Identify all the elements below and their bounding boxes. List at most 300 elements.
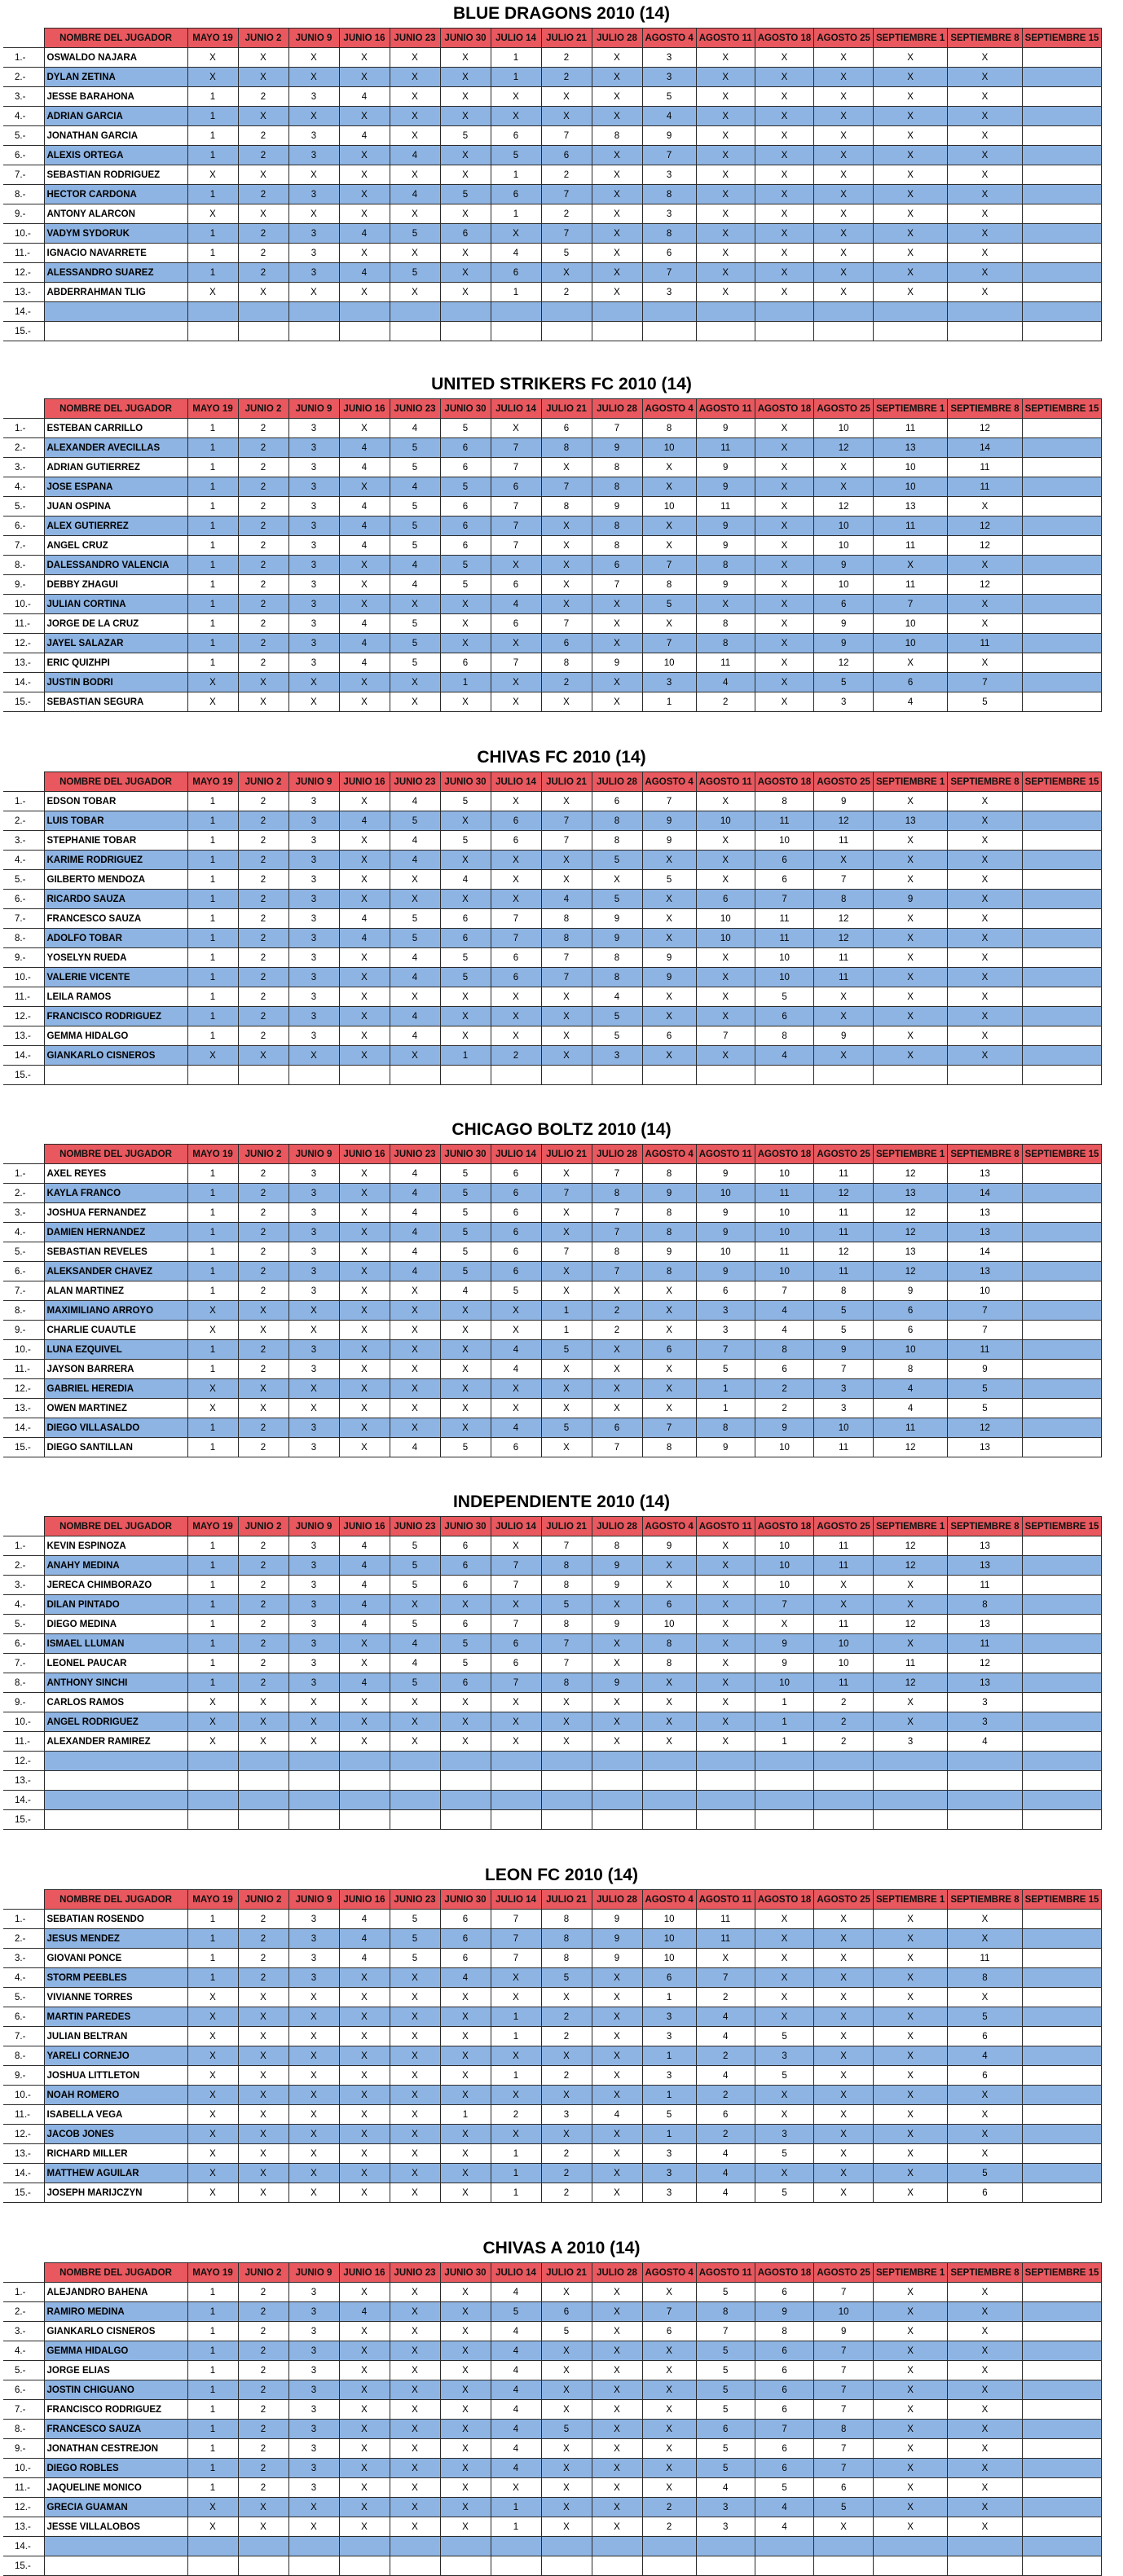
column-header-date: SEPTIEMBRE 1 (873, 2263, 947, 2283)
attendance-cell: 3 (288, 1654, 339, 1673)
attendance-cell: 7 (642, 263, 696, 283)
attendance-cell: X (814, 185, 874, 204)
row-number: 14.- (3, 673, 44, 692)
attendance-cell: 4 (873, 692, 947, 712)
attendance-cell: 3 (288, 1418, 339, 1438)
attendance-cell: 1 (491, 2183, 541, 2203)
attendance-cell: 5 (592, 851, 642, 870)
attendance-cell (948, 302, 1022, 322)
attendance-cell (440, 302, 491, 322)
attendance-cell: X (390, 870, 440, 890)
attendance-cell: 2 (238, 2400, 288, 2420)
attendance-cell: X (592, 87, 642, 107)
attendance-cell: X (541, 870, 592, 890)
attendance-cell: X (339, 48, 390, 68)
attendance-cell: 1 (491, 165, 541, 185)
attendance-cell: X (696, 244, 755, 263)
row-number: 12.- (3, 263, 44, 283)
attendance-cell: X (339, 575, 390, 595)
attendance-cell: X (642, 1379, 696, 1399)
player-name: LEILA RAMOS (44, 987, 187, 1007)
attendance-cell: 4 (390, 1164, 440, 1184)
attendance-cell (1022, 283, 1102, 302)
column-header-date: JUNIO 30 (440, 399, 491, 419)
attendance-cell (541, 1066, 592, 1085)
player-name: DYLAN ZETINA (44, 68, 187, 87)
attendance-cell: 2 (814, 1712, 874, 1732)
attendance-cell: 8 (948, 1595, 1022, 1615)
attendance-cell: 2 (238, 1929, 288, 1949)
attendance-cell: 5 (755, 987, 814, 1007)
table-row (3, 1281, 1102, 1301)
row-number: 3.- (3, 87, 44, 107)
attendance-cell: 5 (440, 1438, 491, 1457)
column-header-date: JULIO 28 (592, 399, 642, 419)
attendance-cell: X (339, 987, 390, 1007)
attendance-cell: 11 (755, 909, 814, 929)
attendance-cell: 6 (440, 1910, 491, 1929)
attendance-cell: 6 (491, 1223, 541, 1242)
attendance-cell: X (873, 1910, 947, 1929)
attendance-cell: X (339, 2517, 390, 2537)
attendance-cell: X (948, 811, 1022, 831)
player-name: JOSE ESPANA (44, 477, 187, 497)
player-name: ADOLFO TOBAR (44, 929, 187, 948)
attendance-cell: X (491, 2086, 541, 2105)
attendance-cell: 6 (642, 1595, 696, 1615)
attendance-cell: 4 (339, 517, 390, 536)
attendance-cell: X (873, 244, 947, 263)
table-row (3, 1360, 1102, 1379)
attendance-cell: X (642, 929, 696, 948)
attendance-cell: 1 (491, 2517, 541, 2537)
attendance-cell: X (288, 2046, 339, 2066)
attendance-cell: 4 (696, 2183, 755, 2203)
attendance-cell: 6 (873, 1301, 947, 1321)
attendance-cell: X (814, 1595, 874, 1615)
attendance-cell: X (755, 438, 814, 458)
column-header-date: JUNIO 9 (288, 1517, 339, 1536)
attendance-cell: 3 (288, 1438, 339, 1457)
attendance-cell: X (755, 419, 814, 438)
attendance-cell: X (642, 458, 696, 477)
attendance-cell (1022, 2361, 1102, 2380)
attendance-cell: X (814, 477, 874, 497)
table-row (3, 1321, 1102, 1340)
attendance-cell: 2 (238, 870, 288, 890)
attendance-cell (390, 2556, 440, 2576)
attendance-cell: 7 (541, 224, 592, 244)
attendance-cell: X (814, 1929, 874, 1949)
attendance-cell: 9 (696, 517, 755, 536)
attendance-cell: 1 (187, 1223, 238, 1242)
attendance-cell: X (592, 1360, 642, 1379)
attendance-cell: 5 (755, 2027, 814, 2046)
row-number: 11.- (3, 614, 44, 634)
attendance-cell (238, 302, 288, 322)
attendance-cell: 4 (696, 2478, 755, 2498)
attendance-cell (1022, 2086, 1102, 2105)
attendance-cell: X (288, 1046, 339, 1066)
attendance-cell: 9 (814, 1026, 874, 1046)
column-header-date: JUNIO 16 (339, 399, 390, 419)
attendance-cell: X (440, 2066, 491, 2086)
attendance-cell: X (696, 987, 755, 1007)
attendance-cell (339, 2556, 390, 2576)
player-name: ALEJANDRO BAHENA (44, 2283, 187, 2302)
attendance-cell: X (592, 146, 642, 165)
attendance-cell: 7 (755, 2420, 814, 2439)
attendance-cell (440, 1791, 491, 1810)
attendance-cell (1022, 1164, 1102, 1184)
attendance-cell: 6 (440, 224, 491, 244)
row-number: 5.- (3, 497, 44, 517)
attendance-cell: 3 (288, 987, 339, 1007)
attendance-cell: 3 (288, 1203, 339, 1223)
attendance-cell: X (948, 2498, 1022, 2517)
player-name: DIEGO ROBLES (44, 2459, 187, 2478)
attendance-cell: X (642, 1007, 696, 1026)
attendance-cell: X (339, 1340, 390, 1360)
attendance-cell: X (696, 204, 755, 224)
table-row (3, 1910, 1102, 1929)
attendance-cell: 3 (288, 1576, 339, 1595)
table-row (3, 322, 1102, 341)
attendance-cell: X (696, 87, 755, 107)
attendance-cell: 6 (696, 1281, 755, 1301)
attendance-cell: 8 (755, 2322, 814, 2341)
table-row (3, 2517, 1102, 2537)
attendance-cell: X (696, 851, 755, 870)
attendance-cell: X (642, 614, 696, 634)
row-number: 3.- (3, 831, 44, 851)
attendance-cell: 4 (390, 948, 440, 968)
attendance-cell (1022, 1929, 1102, 1949)
attendance-cell: X (390, 87, 440, 107)
attendance-cell: 2 (238, 1673, 288, 1693)
attendance-cell: X (541, 1007, 592, 1026)
attendance-cell (187, 1752, 238, 1771)
attendance-cell: 13 (948, 1262, 1022, 1281)
attendance-cell (1022, 1810, 1102, 1830)
attendance-cell: 1 (187, 851, 238, 870)
attendance-cell: X (238, 673, 288, 692)
attendance-cell: X (339, 1046, 390, 1066)
table-row (3, 968, 1102, 987)
attendance-cell: X (440, 2125, 491, 2144)
player-name: DAMIEN HERNANDEZ (44, 1223, 187, 1242)
attendance-cell: 1 (187, 968, 238, 987)
row-number: 13.- (3, 1771, 44, 1791)
attendance-cell: X (642, 909, 696, 929)
row-number: 4.- (3, 1968, 44, 1988)
attendance-cell: X (390, 68, 440, 87)
attendance-cell: 5 (541, 2322, 592, 2341)
attendance-cell: 5 (755, 2066, 814, 2086)
attendance-cell: X (696, 263, 755, 283)
attendance-cell: X (238, 2144, 288, 2164)
attendance-cell (1022, 517, 1102, 536)
attendance-cell: X (440, 1301, 491, 1321)
attendance-cell: 9 (755, 1654, 814, 1673)
attendance-cell: 10 (873, 1340, 947, 1360)
attendance-cell: X (288, 165, 339, 185)
column-header-date: JUNIO 2 (238, 2263, 288, 2283)
attendance-cell: 8 (541, 1949, 592, 1968)
attendance-cell: 5 (440, 556, 491, 575)
attendance-cell: X (948, 948, 1022, 968)
attendance-cell: 4 (339, 1595, 390, 1615)
attendance-cell: 8 (541, 497, 592, 517)
attendance-cell: 13 (948, 1673, 1022, 1693)
attendance-cell: X (696, 1556, 755, 1576)
attendance-cell: X (873, 1595, 947, 1615)
attendance-cell: 4 (948, 2046, 1022, 2066)
attendance-cell: X (696, 1576, 755, 1595)
row-number: 14.- (3, 2164, 44, 2183)
attendance-cell: X (948, 2400, 1022, 2420)
row-number: 12.- (3, 2498, 44, 2517)
player-name: JESUS MENDEZ (44, 1929, 187, 1949)
column-header-date: JULIO 14 (491, 29, 541, 48)
attendance-cell: 8 (541, 1576, 592, 1595)
attendance-cell: 11 (814, 831, 874, 851)
player-name: DIEGO MEDINA (44, 1615, 187, 1634)
column-header-date: JUNIO 23 (390, 1517, 440, 1536)
attendance-cell: X (339, 2007, 390, 2027)
attendance-cell (339, 1810, 390, 1830)
attendance-cell: X (491, 792, 541, 811)
attendance-cell: 1 (187, 614, 238, 634)
attendance-cell: X (642, 2439, 696, 2459)
attendance-cell: 9 (642, 1536, 696, 1556)
column-header-name: NOMBRE DEL JUGADOR (44, 772, 187, 792)
attendance-cell: X (541, 851, 592, 870)
attendance-cell (238, 1066, 288, 1085)
attendance-cell: X (873, 2046, 947, 2066)
attendance-cell (1022, 851, 1102, 870)
attendance-cell: X (339, 2439, 390, 2459)
player-name: JUAN OSPINA (44, 497, 187, 517)
attendance-cell: 6 (440, 1949, 491, 1968)
attendance-cell: 7 (491, 1949, 541, 1968)
column-header-date: JULIO 28 (592, 2263, 642, 2283)
attendance-cell: 11 (873, 1654, 947, 1673)
attendance-cell (1022, 909, 1102, 929)
attendance-cell: X (642, 2283, 696, 2302)
attendance-cell: 9 (814, 1340, 874, 1360)
player-name: ALAN MARTINEZ (44, 1281, 187, 1301)
attendance-cell: 2 (238, 1536, 288, 1556)
attendance-cell: 5 (440, 1184, 491, 1203)
attendance-cell: X (390, 2144, 440, 2164)
attendance-cell: 5 (696, 2459, 755, 2478)
attendance-cell: X (288, 1301, 339, 1321)
attendance-cell: 6 (491, 1242, 541, 1262)
attendance-cell: X (339, 2086, 390, 2105)
attendance-cell: X (696, 1673, 755, 1693)
attendance-cell (238, 322, 288, 341)
column-header-date: SEPTIEMBRE 8 (948, 1517, 1022, 1536)
attendance-cell: 2 (238, 419, 288, 438)
attendance-cell: X (187, 2498, 238, 2517)
attendance-cell (755, 302, 814, 322)
attendance-cell: X (873, 792, 947, 811)
attendance-cell: 12 (814, 811, 874, 831)
attendance-cell: X (491, 1712, 541, 1732)
column-header-date: AGOSTO 18 (755, 1517, 814, 1536)
attendance-cell: 8 (592, 948, 642, 968)
attendance-cell: X (288, 107, 339, 126)
attendance-cell (1022, 1360, 1102, 1379)
attendance-cell: X (541, 2439, 592, 2459)
attendance-cell: 2 (491, 1046, 541, 1066)
player-name: ALEXANDER AVECILLAS (44, 438, 187, 458)
attendance-cell (592, 322, 642, 341)
table-row (3, 634, 1102, 653)
attendance-cell: X (390, 244, 440, 263)
attendance-cell: X (948, 2086, 1022, 2105)
column-header-date: AGOSTO 25 (814, 772, 874, 792)
attendance-cell: 4 (491, 2439, 541, 2459)
attendance-cell: X (873, 2086, 947, 2105)
attendance-cell: 9 (814, 634, 874, 653)
attendance-cell: X (873, 263, 947, 283)
attendance-cell (696, 2537, 755, 2556)
attendance-cell: 5 (390, 1910, 440, 1929)
attendance-cell: X (339, 2498, 390, 2517)
attendance-cell: 5 (814, 673, 874, 692)
attendance-cell: X (873, 2027, 947, 2046)
attendance-cell: X (440, 2183, 491, 2203)
attendance-cell: 10 (642, 1615, 696, 1634)
attendance-cell: 6 (491, 1438, 541, 1457)
attendance-cell (755, 1066, 814, 1085)
attendance-cell: X (339, 1321, 390, 1340)
attendance-cell: X (339, 890, 390, 909)
attendance-cell: 3 (288, 831, 339, 851)
attendance-cell: 3 (288, 929, 339, 948)
attendance-cell: 4 (491, 2341, 541, 2361)
column-header-date: MAYO 19 (187, 772, 238, 792)
attendance-cell: 2 (541, 2066, 592, 2086)
attendance-cell: 13 (873, 1242, 947, 1262)
attendance-cell (948, 1810, 1022, 1830)
attendance-cell: 7 (491, 1910, 541, 1929)
attendance-cell: 3 (288, 1184, 339, 1203)
attendance-cell: X (873, 2183, 947, 2203)
attendance-cell: X (187, 2105, 238, 2125)
attendance-cell: X (948, 614, 1022, 634)
attendance-cell: X (238, 1301, 288, 1321)
column-header-date: JULIO 28 (592, 1145, 642, 1164)
attendance-cell: 8 (592, 517, 642, 536)
attendance-cell: 5 (948, 692, 1022, 712)
attendance-cell (814, 1791, 874, 1810)
attendance-cell: X (696, 595, 755, 614)
attendance-cell: 11 (755, 1184, 814, 1203)
attendance-cell: 3 (288, 2380, 339, 2400)
attendance-cell: X (696, 792, 755, 811)
attendance-cell: 9 (592, 1929, 642, 1949)
attendance-cell: 2 (238, 1418, 288, 1438)
column-header-date: SEPTIEMBRE 15 (1022, 772, 1102, 792)
attendance-cell (1022, 2046, 1102, 2066)
attendance-cell: X (288, 68, 339, 87)
attendance-cell: 5 (696, 2439, 755, 2459)
attendance-cell: 3 (755, 2046, 814, 2066)
attendance-cell: X (948, 185, 1022, 204)
player-name: STEPHANIE TOBAR (44, 831, 187, 851)
attendance-cell (642, 2556, 696, 2576)
attendance-cell: 1 (755, 1693, 814, 1712)
attendance-cell: X (440, 283, 491, 302)
table-row (3, 595, 1102, 614)
table-row (3, 1693, 1102, 1712)
attendance-cell: 10 (814, 1418, 874, 1438)
attendance-cell: 6 (814, 2478, 874, 2498)
attendance-cell: 6 (491, 1634, 541, 1654)
attendance-cell: X (491, 107, 541, 126)
column-header-date: JULIO 28 (592, 1890, 642, 1910)
attendance-cell: 3 (288, 2302, 339, 2322)
player-name: SEBATIAN ROSENDO (44, 1910, 187, 1929)
player-name: LUNA EZQUIVEL (44, 1340, 187, 1360)
attendance-cell: 6 (755, 2459, 814, 2478)
attendance-cell: X (288, 673, 339, 692)
attendance-cell (642, 1752, 696, 1771)
attendance-cell: 4 (390, 792, 440, 811)
attendance-cell: 4 (339, 126, 390, 146)
attendance-cell: X (755, 204, 814, 224)
attendance-cell: 1 (187, 1536, 238, 1556)
attendance-cell: 7 (491, 438, 541, 458)
attendance-cell: 2 (238, 1164, 288, 1184)
row-number: 6.- (3, 2007, 44, 2027)
attendance-cell (187, 1810, 238, 1830)
attendance-cell: X (873, 224, 947, 244)
attendance-cell: 10 (814, 536, 874, 556)
attendance-cell: 5 (948, 1399, 1022, 1418)
player-name: SEBASTIAN SEGURA (44, 692, 187, 712)
attendance-cell: 6 (755, 851, 814, 870)
attendance-cell: 5 (696, 2341, 755, 2361)
attendance-cell: 5 (440, 968, 491, 987)
attendance-cell: 2 (238, 575, 288, 595)
attendance-cell: X (187, 204, 238, 224)
attendance-cell (873, 1066, 947, 1085)
attendance-cell (592, 1066, 642, 1085)
attendance-cell (288, 1791, 339, 1810)
attendance-cell: X (390, 204, 440, 224)
attendance-cell: 2 (238, 1576, 288, 1595)
attendance-cell: 10 (642, 1929, 696, 1949)
attendance-cell (541, 2556, 592, 2576)
attendance-cell: 5 (440, 1634, 491, 1654)
attendance-cell: X (592, 614, 642, 634)
attendance-cell: 1 (187, 909, 238, 929)
attendance-cell: X (541, 1988, 592, 2007)
table-row (3, 1673, 1102, 1693)
attendance-cell: X (390, 2105, 440, 2125)
attendance-cell: 4 (339, 536, 390, 556)
attendance-cell: X (642, 2420, 696, 2439)
attendance-cell: X (948, 2302, 1022, 2322)
attendance-cell: 1 (187, 1438, 238, 1457)
attendance-cell: 6 (755, 2283, 814, 2302)
attendance-cell: X (440, 2086, 491, 2105)
attendance-cell: X (873, 2478, 947, 2498)
